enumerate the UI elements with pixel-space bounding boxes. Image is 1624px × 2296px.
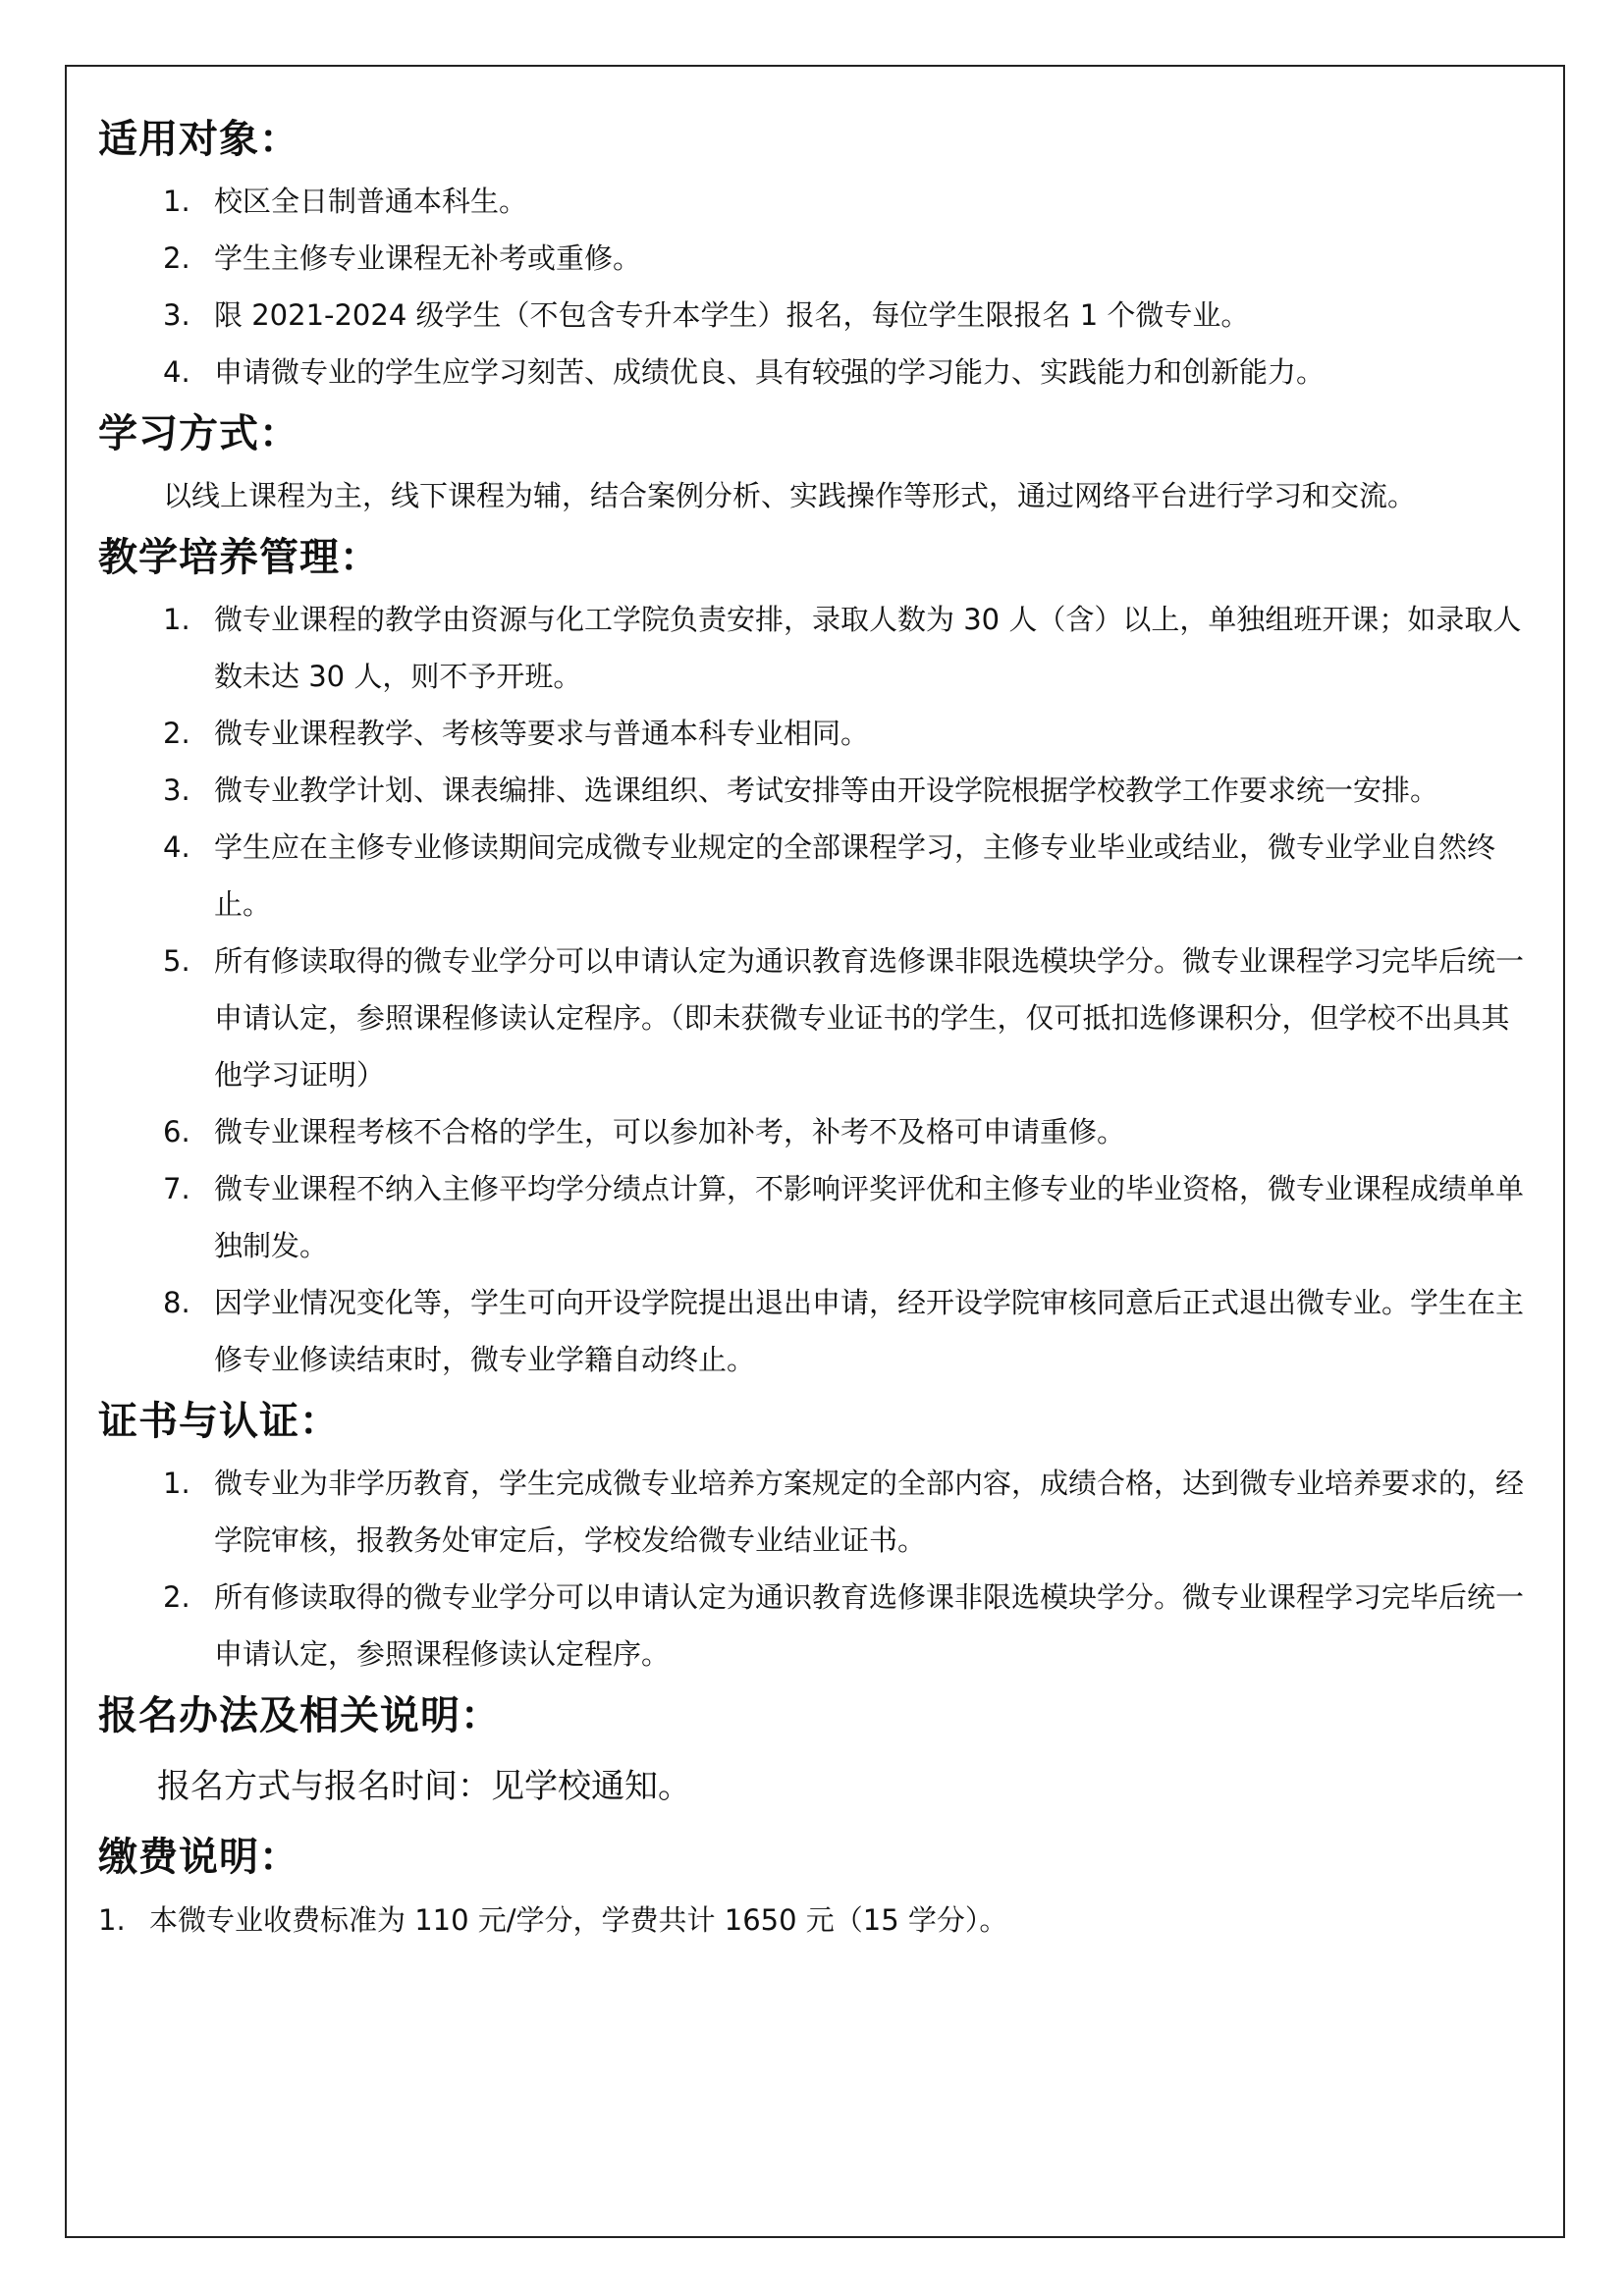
list-item xyxy=(98,1891,1542,1949)
list-number: 1. xyxy=(163,603,190,636)
section-title-audience: 适用对象： xyxy=(98,117,299,162)
section-title-study-mode: 学习方式： xyxy=(98,411,299,456)
list-item xyxy=(98,287,1542,344)
list-text: 校区全日制普通本科生。 xyxy=(214,185,528,218)
list-text: 微专业课程考核不合格的学生，可以参加补考，补考不及格可申请重修。 xyxy=(214,1115,1126,1148)
list-number: 6. xyxy=(163,1115,190,1148)
list-item xyxy=(98,344,1542,400)
study-mode-text: 以线上课程为主，线下课程为辅，结合案例分析、实践操作等形式，通过网络平台进行学习和交流。 xyxy=(163,479,1417,512)
section-fees xyxy=(98,1824,1542,1949)
list-number: 4. xyxy=(163,355,190,389)
section-audience xyxy=(98,106,1542,400)
list-text: 微专业为非学历教育，学生完成微专业培养方案规定的全部内容，成绩合格，达到微专业培养要求的，经学院审核，报教务处审定后，学校发给微专业结业证书。 xyxy=(214,1467,1525,1557)
list-text: 所有修读取得的微专业学分可以申请认定为通识教育选修课非限选模块学分。微专业课程学习完毕后统一申请认定，参照课程修读认定程序。 xyxy=(214,1580,1525,1671)
list-item xyxy=(98,933,1542,1103)
section-certificate xyxy=(98,1388,1542,1682)
certificate-list xyxy=(98,1455,1542,1682)
list-text: 限 2021-2024 级学生（不包含专升本学生）报名，每位学生限报名 1 个微专业。 xyxy=(214,298,1250,332)
list-item xyxy=(98,1569,1542,1682)
list-number: 2. xyxy=(163,1580,190,1614)
signup-text: 报名方式与报名时间：见学校通知。 xyxy=(157,1767,691,1806)
list-number: 1. xyxy=(163,185,190,218)
list-number: 5. xyxy=(163,944,190,978)
list-number: 2. xyxy=(163,717,190,750)
section-title-certificate: 证书与认证： xyxy=(98,1399,340,1444)
list-item xyxy=(98,762,1542,819)
list-item xyxy=(98,230,1542,287)
list-number: 2. xyxy=(163,241,190,275)
list-number: 3. xyxy=(163,774,190,807)
list-text: 本微专业收费标准为 110 元/学分，学费共计 1650 元（15 学分）。 xyxy=(149,1903,1008,1937)
list-text: 微专业教学计划、课表编排、选课组织、考试安排等由开设学院根据学校教学工作要求统一安排。 xyxy=(214,774,1439,807)
section-title-fees: 缴费说明： xyxy=(98,1835,299,1880)
list-text: 学生主修专业课程无补考或重修。 xyxy=(214,241,642,275)
list-text: 所有修读取得的微专业学分可以申请认定为通识教育选修课非限选模块学分。微专业课程学习完毕后统一申请认定，参照课程修读认定程序。（即未获微专业证书的学生，仅可抵扣选修课积分，但学校不出具其他学习证明） xyxy=(214,944,1525,1092)
list-number: 8. xyxy=(163,1286,190,1319)
list-number: 1. xyxy=(98,1903,126,1937)
management-list xyxy=(98,591,1542,1388)
list-item xyxy=(98,1160,1542,1274)
list-item xyxy=(98,1274,1542,1388)
fees-list xyxy=(98,1891,1542,1949)
list-text: 微专业课程教学、考核等要求与普通本科专业相同。 xyxy=(214,717,870,750)
list-item xyxy=(98,591,1542,705)
list-item xyxy=(98,705,1542,762)
list-text: 微专业课程不纳入主修平均学分绩点计算，不影响评奖评优和主修专业的毕业资格，微专业课程成绩单单独制发。 xyxy=(214,1172,1525,1262)
section-signup xyxy=(98,1682,1542,1824)
list-text: 学生应在主修专业修读期间完成微专业规定的全部课程学习，主修专业毕业或结业，微专业学业自然终止。 xyxy=(214,830,1496,921)
section-study-mode xyxy=(98,400,1542,524)
list-number: 4. xyxy=(163,830,190,864)
list-item xyxy=(98,1103,1542,1160)
list-number: 1. xyxy=(163,1467,190,1500)
list-number: 7. xyxy=(163,1172,190,1205)
section-management xyxy=(98,524,1542,1388)
list-text: 申请微专业的学生应学习刻苦、成绩优良、具有较强的学习能力、实践能力和创新能力。 xyxy=(214,355,1326,389)
list-text: 微专业课程的教学由资源与化工学院负责安排，录取人数为 30 人（含）以上，单独组班开课；如录取人数未达 30 人，则不予开班。 xyxy=(214,603,1522,693)
list-number: 3. xyxy=(163,298,190,332)
list-item xyxy=(98,1455,1542,1569)
list-item xyxy=(98,819,1542,933)
audience-list xyxy=(98,173,1542,400)
section-title-signup: 报名办法及相关说明： xyxy=(98,1693,501,1738)
section-title-management: 教学培养管理： xyxy=(98,535,380,580)
list-item xyxy=(98,173,1542,230)
document-body xyxy=(98,106,1542,1949)
list-text: 因学业情况变化等，学生可向开设学院提出退出申请，经开设学院审核同意后正式退出微专业。学生在主修专业修读结束时，微专业学籍自动终止。 xyxy=(214,1286,1525,1376)
